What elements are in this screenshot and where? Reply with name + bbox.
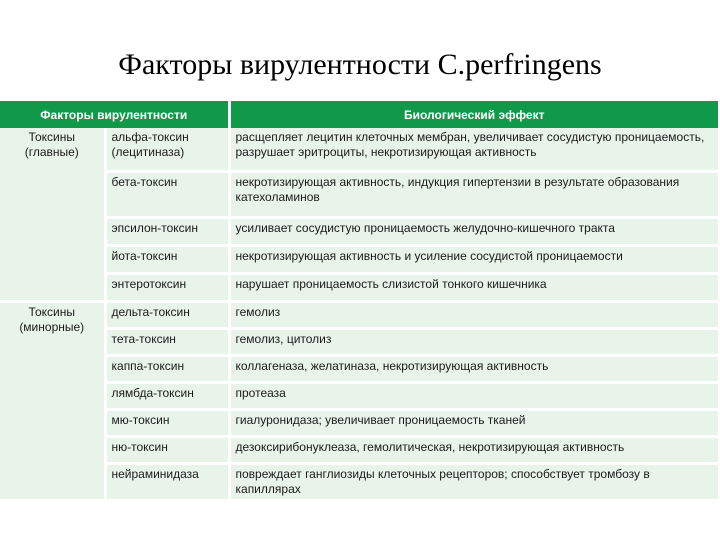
- table-row: [0, 172, 718, 218]
- toxin-cell: йота-токсин: [105, 246, 229, 274]
- effect-cell: усиливает сосудистую проницаемость желудочно-кишечного тракта: [229, 218, 718, 246]
- table-row: [0, 410, 718, 437]
- table-header-row: [0, 101, 718, 128]
- effect-cell: некротизирующая активность, индукция гипертензии в результате образования катехоламинов: [229, 172, 718, 218]
- page-title: Факторы вирулентности C.perfringens: [118, 48, 602, 81]
- effect-cell: коллагеназа, желатиназа, некротизирующая активность: [229, 356, 718, 383]
- effect-cell: гиалуронидаза; увеличивает проницаемость тканей: [229, 410, 718, 437]
- group-label-minor: Токсины (минорные): [0, 302, 105, 501]
- effect-cell: гемолиз, цитолиз: [229, 329, 718, 356]
- table-row: [0, 437, 718, 464]
- toxin-cell: мю-токсин: [105, 410, 229, 437]
- table-row: [0, 246, 718, 274]
- table-row: [0, 383, 718, 410]
- table-row: [0, 302, 718, 329]
- table-row: [0, 274, 718, 302]
- toxin-cell: дельта-токсин: [105, 302, 229, 329]
- toxin-cell: нейраминидаза: [105, 464, 229, 501]
- group-label-major: Токсины (главные): [0, 128, 105, 302]
- table-row: [0, 218, 718, 246]
- toxin-cell: лямбда-токсин: [105, 383, 229, 410]
- effect-cell: повреждает ганглиозиды клеточных рецепторов; способствует тромбозу в капиллярах: [229, 464, 718, 501]
- toxin-cell: альфа-токсин (лецитиназа): [105, 128, 229, 172]
- toxin-cell: бета-токсин: [105, 172, 229, 218]
- effect-cell: расщепляет лецитин клеточных мембран, увеличивает сосудистую проницаемость, разрушает эритроциты, некротизирующая активность: [229, 128, 718, 172]
- virulence-table: [0, 101, 718, 502]
- header-effect: Биологический эффект: [229, 101, 718, 128]
- toxin-cell: тета-токсин: [105, 329, 229, 356]
- toxin-cell: энтеротоксин: [105, 274, 229, 302]
- table-row: [0, 356, 718, 383]
- table-row: [0, 329, 718, 356]
- effect-cell: дезоксирибонуклеаза, гемолитическая, некротизирующая активность: [229, 437, 718, 464]
- header-factors: Факторы вирулентности: [0, 101, 229, 128]
- effect-cell: протеаза: [229, 383, 718, 410]
- table-row: [0, 464, 718, 501]
- effect-cell: некротизирующая активность и усиление сосудистой проницаемости: [229, 246, 718, 274]
- toxin-cell: ню-токсин: [105, 437, 229, 464]
- toxin-cell: эпсилон-токсин: [105, 218, 229, 246]
- table-row: [0, 128, 718, 172]
- effect-cell: гемолиз: [229, 302, 718, 329]
- toxin-cell: каппа-токсин: [105, 356, 229, 383]
- effect-cell: нарушает проницаемость слизистой тонкого кишечника: [229, 274, 718, 302]
